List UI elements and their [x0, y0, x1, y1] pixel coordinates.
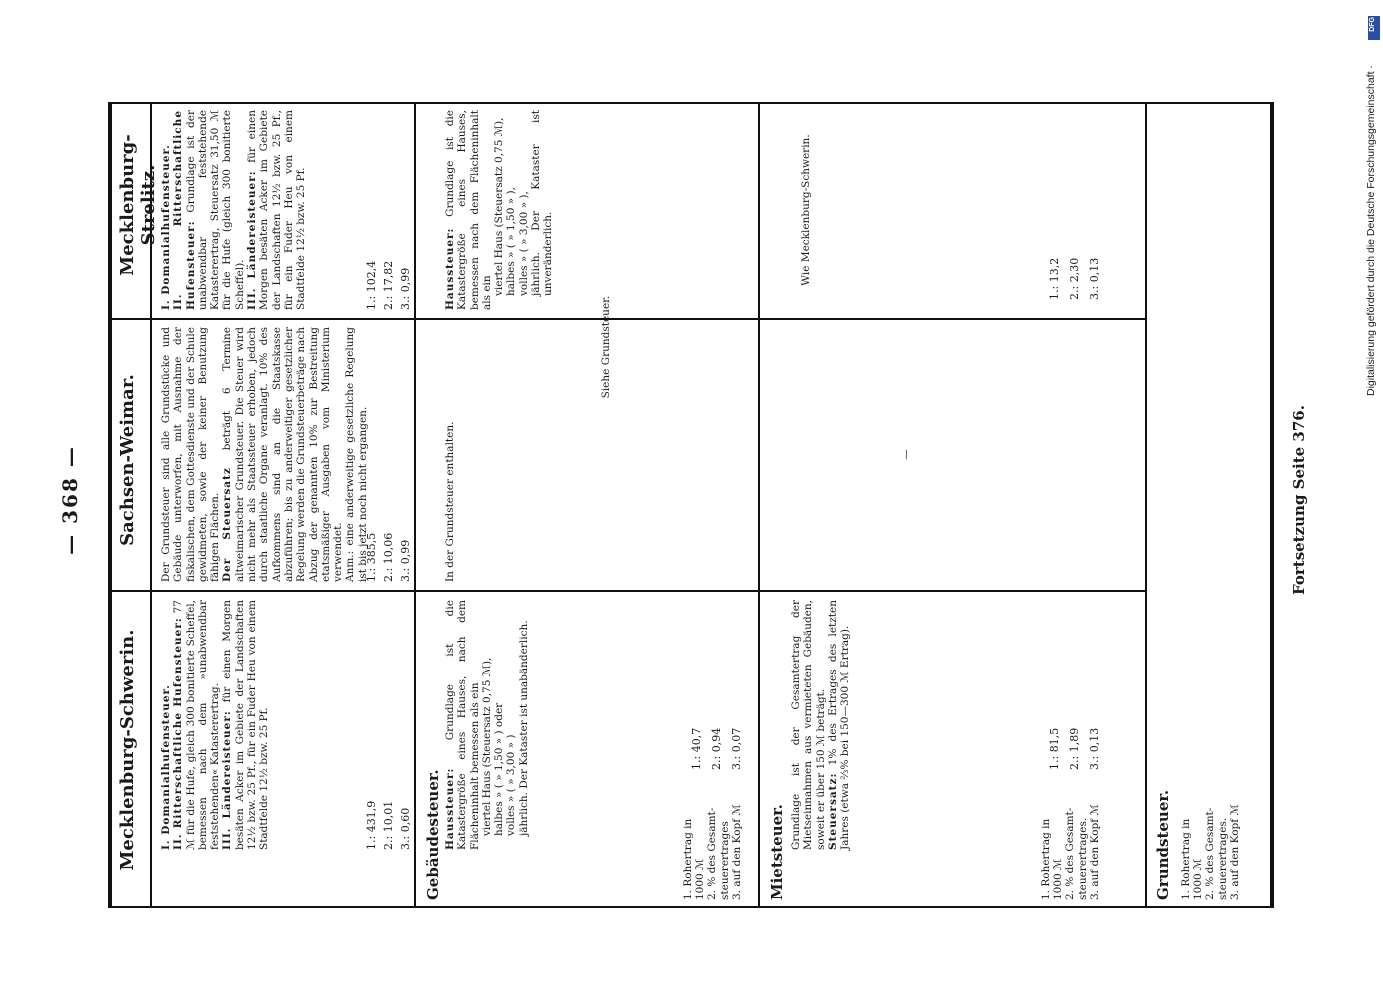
- dfg-credit: [1351, 6, 1381, 996]
- schwerin-grundsteuer-text: [160, 600, 271, 850]
- section-divider-1: [414, 104, 416, 908]
- col-sep-2: [414, 318, 758, 320]
- paragraph-title: I. Domanialhufensteuer.: [160, 684, 172, 850]
- paragraph-title: Haussteuer:: [444, 227, 456, 310]
- stat-value: 3.: 0,07: [730, 727, 743, 770]
- section-divider-3: [1145, 104, 1147, 908]
- rate-line: viertel Haus (Steuersatz 0,75 ℳ),: [480, 657, 493, 836]
- stat-value: 2.: 0,94: [710, 727, 723, 770]
- paragraph-text: 77 ℳ für die Hufe, gleich 300 bonitierte Scheffel, bemessen nach dem »unabwendbar feststehenden« Katasterertrag.: [172, 600, 222, 850]
- paragraph-title: III. Ländereisteuer:: [221, 710, 234, 850]
- rate-line: jährlich. Der Kataster ist unveränderlich.: [530, 110, 555, 296]
- stat-value: 2.: 17,82: [382, 260, 395, 310]
- legend-line: 2. % des Gesamt-: [1064, 807, 1077, 900]
- stat-value: 1.: 13,2: [1048, 257, 1061, 300]
- rate-line: volles » ( » 3,00 » ),: [517, 191, 530, 296]
- legend-line: 3. auf den Kopf ℳ: [1228, 804, 1241, 900]
- column-header-sachsen-weimar: Sachsen-Weimar.: [117, 374, 138, 546]
- stat-value: 1.: 431,9: [365, 800, 378, 850]
- row-header-gebaeudesteuer: Gebäudesteuer.: [424, 769, 442, 900]
- digitization-credit: Digitalisierung gefördert durch die Deutsche Forschungsgemeinschaft ·: [1365, 65, 1377, 396]
- stat-value: 3.: 0,99: [399, 267, 412, 310]
- see-grundsteuer-note: Siehe Grundsteuer.: [600, 295, 612, 399]
- row-header-mietsteuer: Mietsteuer.: [768, 804, 786, 900]
- stat-value: 3.: 0,60: [399, 807, 412, 850]
- weimar-mietsteuer-dash: —: [900, 449, 912, 460]
- legend-line: 3. auf den Kopf ℳ: [1088, 804, 1101, 900]
- schwerin-gebaeudesteuer-text: [444, 600, 530, 850]
- dfg-logo-text: DFG: [1369, 17, 1376, 32]
- col-sep-2: [108, 318, 414, 320]
- rate-line: viertel Haus (Steuersatz 0,75 ℳ),: [493, 117, 506, 296]
- paragraph-text: beträgt 6 Termine altweimarischer Grundsteuer. Die Steuer wird nicht mehr als Staatssteuer erhoben, jedoch durch staatliche Organe veranlagt. 10% des Aufkommens sind an die Staatskasse abzuführen; bis zu anderweitiger gesetzlicher Regelung werden die Grundsteuerbeträge nach Abzug der genannten 10% zur Bestreitung etatsmäßiger Ausgaben vom Ministerium verwendet.: [221, 327, 345, 582]
- col-sep-1: [108, 590, 414, 592]
- table-top-rule: [108, 104, 112, 908]
- schwerin-mietsteuer-text: [790, 600, 851, 850]
- stat-value: 3.: 0,13: [1088, 257, 1101, 300]
- legend-line: 3. auf den Kopf ℳ: [730, 804, 743, 900]
- col-sep-1: [758, 590, 1145, 592]
- col-sep-2: [758, 318, 1145, 320]
- legend-line: 1000 ℳ: [1052, 858, 1065, 900]
- stat-value: 1.: 81,5: [1048, 727, 1061, 770]
- paragraph-text: Der Grundsteuer sind alle Grundstücke und Gebäude unterworfen, mit Ausnahme der fiskalischen, dem Gottesdienste und der Schule gewidmeten, sowie der keiner Benutzung fähigen Flächen.: [160, 327, 222, 582]
- weimar-gebaeudesteuer-text: In der Grundsteuer enthalten.: [444, 421, 456, 582]
- col-sep-1: [414, 590, 758, 592]
- table-bottom-rule: [1270, 104, 1274, 908]
- stat-value: 2.: 1,89: [1068, 727, 1081, 770]
- legend-line: 1. Rohertrag in: [682, 818, 694, 900]
- legend-grundsteuer: [1180, 790, 1241, 900]
- stat-value: 2.: 10,01: [382, 800, 395, 850]
- paragraph-title: II. Ritterschaftliche Hufensteuer:: [172, 110, 197, 310]
- paragraph-title: I. Domanialhufensteuer.: [160, 144, 172, 310]
- stat-value: 1.: 385,5: [365, 532, 378, 582]
- strelitz-mietsteuer-text: Wie Mecklenburg-Schwerin.: [800, 134, 812, 286]
- legend-line: steuerertrages.: [1076, 817, 1089, 900]
- stat-value: 1.: 40,7: [690, 727, 703, 770]
- strelitz-gebaeudesteuer-text: [444, 110, 555, 310]
- stat-value: 2.: 2,30: [1068, 257, 1081, 300]
- legend-gebaeudesteuer: [682, 790, 743, 900]
- legend-mietsteuer: [1040, 790, 1101, 900]
- weimar-grundsteuer-text: [160, 327, 369, 582]
- rate-line: jährlich. Der Kataster ist unabänderlich.: [517, 620, 530, 836]
- paragraph-text: Grundlage ist der Gesamtertrag der Mietseinnahmen aus vermieteten Gebäuden, soweit er über 150 ℳ beträgt.: [790, 600, 827, 850]
- legend-line: 1. Rohertrag in: [1180, 818, 1192, 900]
- column-header-mecklenburg-schwerin: Mecklenburg-Schwerin.: [117, 629, 138, 871]
- column-header-mecklenburg-strelitz: Mecklenburg-Strelitz.: [117, 134, 159, 276]
- paragraph-title: Haussteuer:: [444, 767, 456, 850]
- stat-value: 2.: 10,06: [382, 532, 395, 582]
- annotation: Anm.: eine anderweitige gesetzliche Regelung ist bis jetzt noch nicht ergangen.: [344, 327, 369, 582]
- row-header-grundsteuer: Grundsteuer.: [1154, 789, 1172, 900]
- section-divider-2: [758, 104, 760, 908]
- legend-line: 2. % des Gesamt-: [706, 807, 719, 900]
- paragraph-title: III. Ländereisteuer:: [246, 170, 259, 310]
- paragraph-title: Steuersatz:: [826, 772, 839, 850]
- rate-line: halbes » ( » 1,50 » ) oder: [493, 702, 506, 836]
- rate-line: volles » ( » 3,00 » ): [505, 734, 518, 836]
- paragraph-text: Grundlage ist die Katastergröße eines Hauses, nach dem Flächeninhalt bemessen als ein: [444, 600, 481, 850]
- legend-line: 1000 ℳ: [694, 858, 707, 900]
- legend-line: 2. % des Gesamt-: [1204, 807, 1217, 900]
- legend-line: 1. Rohertrag in: [1040, 818, 1052, 900]
- legend-line: steuerertrages: [718, 821, 731, 900]
- continuation-note: Fortsetzung Seite 376.: [1290, 405, 1308, 595]
- legend-line: 1000 ℳ: [1192, 858, 1205, 900]
- paragraph-text: 1% des Ertrages des letzten Jahres (etwa ⅔% bei 150—300 ℳ Ertrag).: [826, 600, 852, 850]
- strelitz-grundsteuer-text: [160, 110, 308, 310]
- paragraph-title: Der Steuersatz: [221, 467, 234, 582]
- table-left-rule: [108, 906, 1274, 908]
- paragraph-title: II. Ritterschaftliche Hufensteuer:: [172, 617, 185, 850]
- paragraph-text: für einen Morgen besäten Acker im Gebiete der Landschaften 12½ bzw. 25 Pf., für ein Fuder Heu von einem Stadtfelde 12½ bzw. 25 Pf.: [221, 600, 271, 850]
- stat-value: 3.: 0,13: [1088, 727, 1101, 770]
- page-number: — 368 —: [58, 445, 82, 555]
- rate-line: halbes » ( » 1,50 » ),: [505, 187, 518, 296]
- paragraph-text: Grundlage ist die Katastergröße eines Hauses, bemessen nach dem Flächeninhalt als ein: [444, 110, 493, 310]
- stat-value: 3.: 0,99: [399, 539, 412, 582]
- stat-value: 1.: 102,4: [365, 260, 378, 310]
- paragraph-text: Grundlage ist der unabwendbar feststehende Katasterertrag, Steuersatz 31,50 ℳ für die Hufe (gleich 300 bonitierte Scheffel).: [184, 110, 246, 310]
- paragraph-text: für einen Morgen besäten Acker im Gebiete der Landschaften 12½ bzw. 25 Pf., für ein Fuder Heu von einem Stadtfelde 12½ bzw. 25 Pf.: [246, 110, 308, 310]
- table-right-rule: [108, 102, 1274, 104]
- legend-line: steuerertrages.: [1216, 817, 1229, 900]
